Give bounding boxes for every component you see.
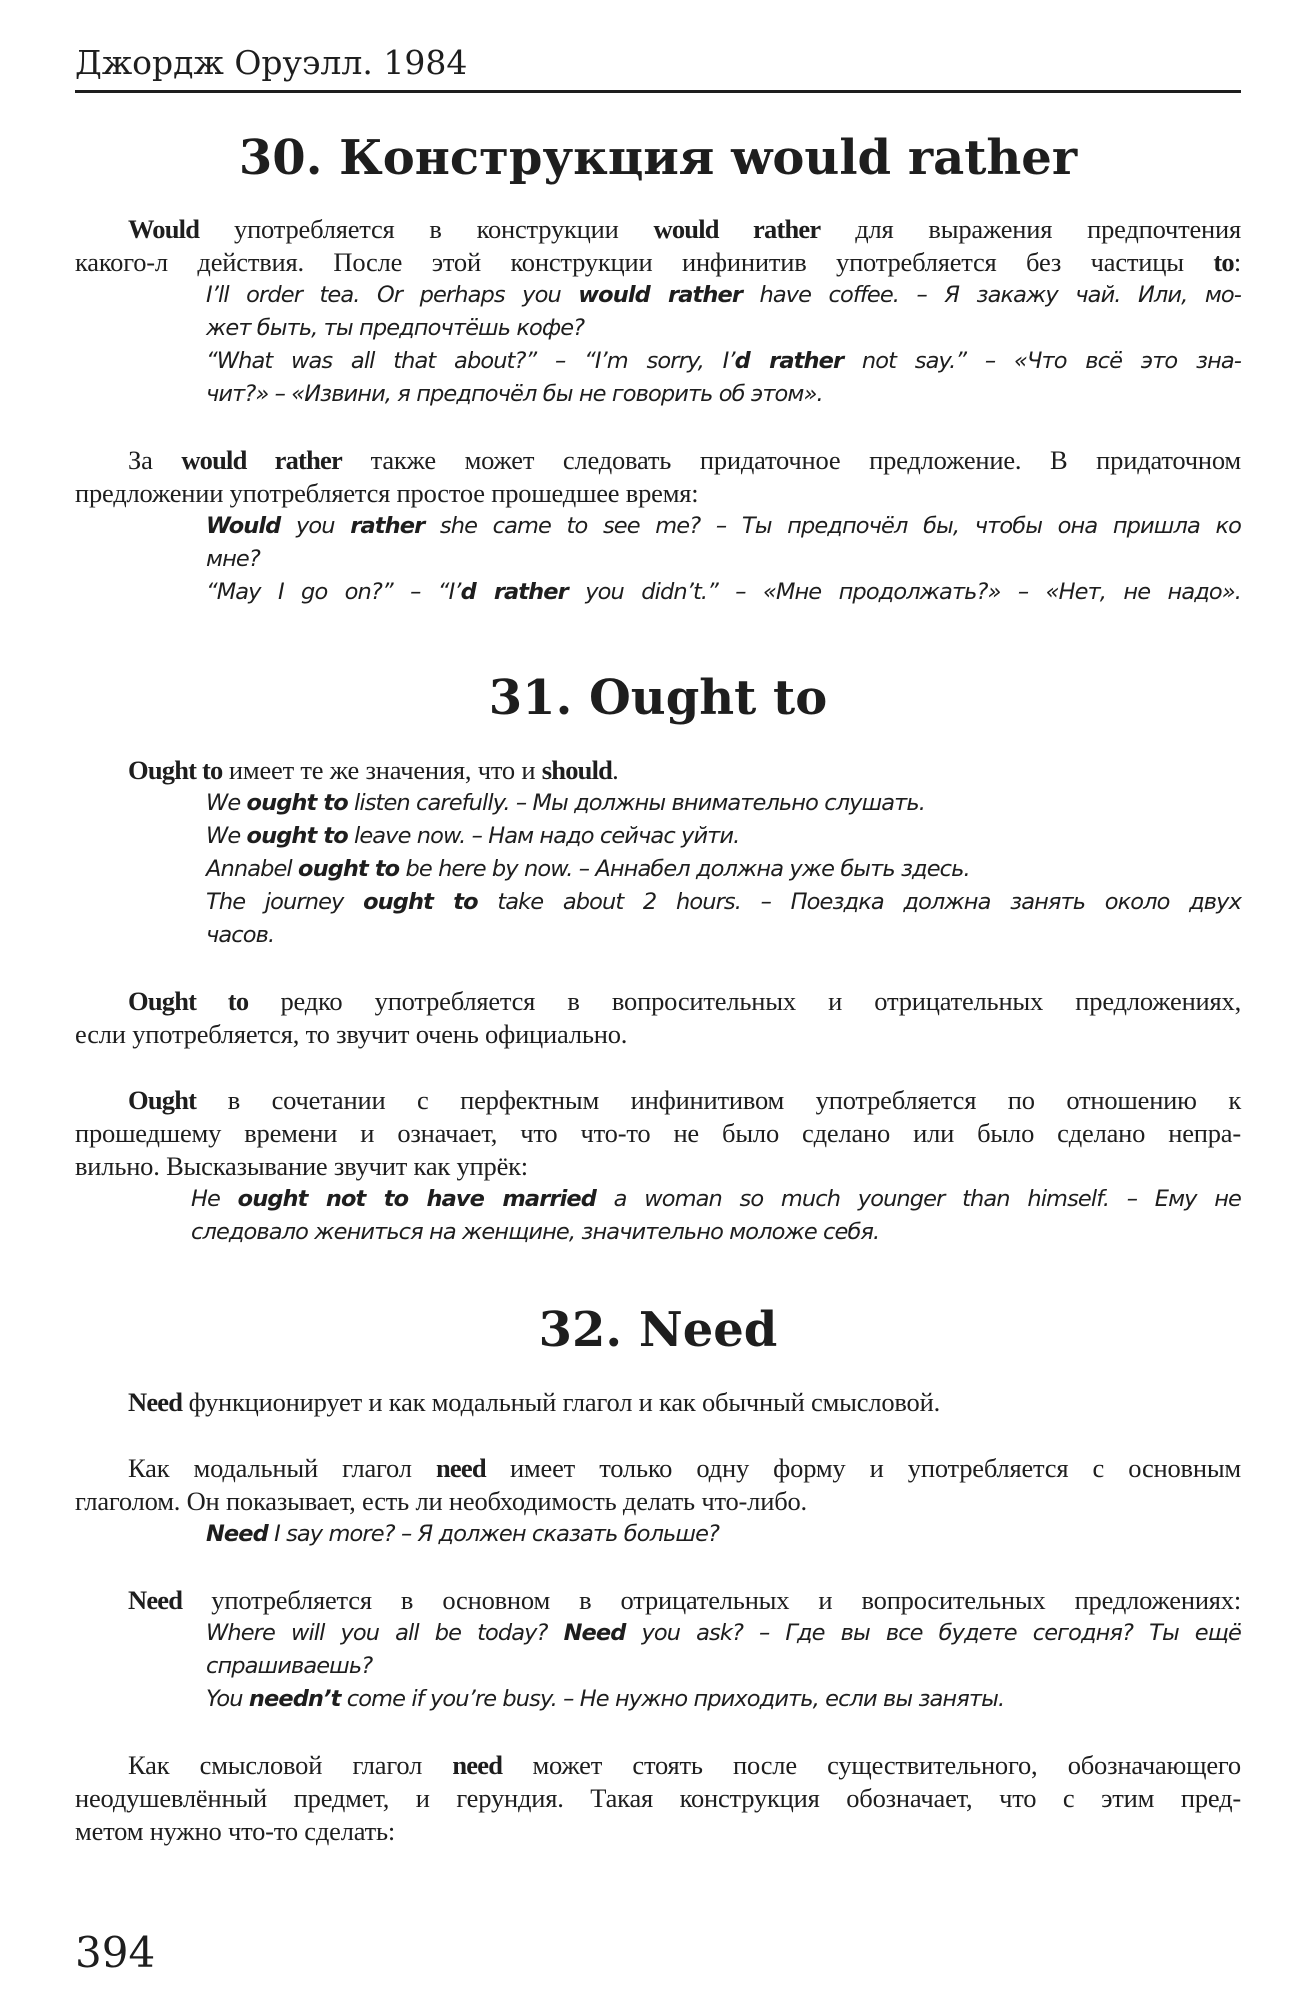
text-line bbox=[75, 1386, 1241, 1419]
text-run: take about 2 hours. – Поездка должна занять около двух bbox=[477, 889, 1241, 915]
text-run: жет быть, ты предпочтёшь кофе? bbox=[206, 315, 585, 341]
paragraph bbox=[75, 754, 1241, 787]
text-line bbox=[75, 985, 1241, 1018]
text-run: I’ll order tea. Or perhaps you bbox=[206, 282, 579, 308]
emphasized-term: need bbox=[452, 1750, 503, 1780]
paragraph bbox=[75, 1452, 1241, 1518]
text-line bbox=[75, 1485, 1241, 1518]
example-line bbox=[206, 510, 1241, 543]
paragraph bbox=[75, 1749, 1241, 1848]
text-line bbox=[75, 1782, 1241, 1815]
paragraph-gap bbox=[75, 952, 1241, 985]
text-run: редко употребляется в вопросительных и отрицательных предложениях, bbox=[248, 986, 1241, 1016]
example-line bbox=[206, 820, 1241, 853]
example-line bbox=[206, 279, 1241, 312]
text-line bbox=[75, 477, 1241, 510]
text-run: За bbox=[128, 445, 182, 475]
text-run: мне? bbox=[206, 546, 260, 572]
emphasized-term: needn’t bbox=[248, 1686, 341, 1712]
example-line bbox=[206, 787, 1241, 820]
text-run: I say more? – Я должен сказать больше? bbox=[267, 1521, 720, 1547]
text-run: Как модальный глагол bbox=[128, 1453, 436, 1483]
text-line bbox=[75, 1452, 1241, 1485]
running-header: Джордж Оруэлл. 1984 bbox=[75, 40, 1241, 93]
emphasized-term: Would bbox=[128, 214, 200, 244]
emphasized-term: Need bbox=[128, 1585, 183, 1615]
emphasized-term: Ought to bbox=[128, 986, 249, 1016]
emphasized-term: should bbox=[541, 755, 613, 785]
text-line bbox=[75, 1018, 1241, 1051]
text-run: какого-л действия. После этой конструкции инфинитив употребляется без частицы bbox=[75, 247, 1214, 277]
paragraph-gap bbox=[75, 1051, 1241, 1084]
text-run: функционирует и как модальный глагол и как обычный смысловой. bbox=[182, 1387, 940, 1417]
section-body bbox=[75, 754, 1241, 1249]
emphasized-term: to bbox=[1213, 247, 1234, 277]
text-line bbox=[75, 1584, 1241, 1617]
text-run: употребляется в конструкции bbox=[199, 214, 654, 244]
text-run: может стоять после существительного, обозначающего bbox=[502, 1750, 1241, 1780]
example-line bbox=[206, 378, 1241, 411]
emphasized-term: ought not to have married bbox=[237, 1186, 596, 1212]
emphasized-term: ought to bbox=[246, 790, 348, 816]
text-run: Как смысловой глагол bbox=[128, 1750, 453, 1780]
example-line bbox=[206, 312, 1241, 345]
text-run: неодушевлённый предмет, и герундия. Такая конструкция обозначает, что с этим пред- bbox=[75, 1783, 1241, 1813]
paragraph bbox=[75, 213, 1241, 279]
example-line bbox=[206, 543, 1241, 576]
example-line bbox=[206, 345, 1241, 378]
emphasized-term: ought to bbox=[363, 889, 478, 915]
text-run: спрашиваешь? bbox=[206, 1653, 373, 1679]
text-line bbox=[75, 754, 1241, 787]
section-body bbox=[75, 1386, 1241, 1848]
text-run: you ask? – Где вы все будете сегодня? Ты ещё bbox=[625, 1620, 1241, 1646]
text-run: Annabel bbox=[206, 856, 299, 882]
example-line bbox=[206, 1650, 1241, 1683]
example-line bbox=[206, 886, 1241, 919]
example-block bbox=[75, 510, 1241, 609]
text-line bbox=[75, 246, 1241, 279]
text-run: listen carefully. – Мы должны внимательно слушать. bbox=[347, 790, 925, 816]
text-run: также может следовать придаточное предложение. В придаточном bbox=[341, 445, 1241, 475]
text-run: чит?» – «Извини, я предпочёл бы не говорить об этом». bbox=[206, 381, 823, 407]
example-line bbox=[206, 1683, 1241, 1716]
text-line bbox=[75, 1084, 1241, 1117]
text-run: в сочетании с перфектным инфинитивом употребляется по отношению к bbox=[196, 1085, 1241, 1115]
text-run: если употребляется, то звучит очень официально. bbox=[75, 1019, 628, 1049]
text-run: . bbox=[612, 755, 619, 785]
example-line bbox=[206, 1617, 1241, 1650]
paragraph-gap bbox=[75, 1419, 1241, 1452]
paragraph bbox=[75, 1584, 1241, 1617]
emphasized-term: Need bbox=[128, 1387, 183, 1417]
emphasized-term: ought to bbox=[298, 856, 400, 882]
emphasized-term: Ought to bbox=[128, 755, 223, 785]
emphasized-term: Need bbox=[206, 1521, 268, 1547]
emphasized-term: d rather bbox=[734, 348, 844, 374]
text-run: употребляется в основном в отрицательных и вопросительных предложениях: bbox=[182, 1585, 1241, 1615]
emphasized-term: Would bbox=[206, 513, 281, 539]
example-block bbox=[75, 1518, 1241, 1551]
text-run: имеет те же значения, что и bbox=[222, 755, 542, 785]
text-run: We bbox=[206, 823, 247, 849]
paragraph-gap bbox=[75, 1716, 1241, 1749]
paragraph bbox=[75, 1084, 1241, 1183]
section-body bbox=[75, 213, 1241, 609]
text-line bbox=[75, 1117, 1241, 1150]
text-run: вильно. Высказывание звучит как упрёк: bbox=[75, 1151, 528, 1181]
example-line bbox=[191, 1216, 1241, 1249]
text-run: be here by now. – Аннабел должна уже быть здесь. bbox=[399, 856, 970, 882]
section-title: 32. Need bbox=[538, 1302, 778, 1358]
text-run: We bbox=[206, 790, 247, 816]
text-line bbox=[75, 1150, 1241, 1183]
text-run: not say.” – «Что всё это зна- bbox=[843, 348, 1242, 374]
emphasized-term: d rather bbox=[460, 579, 568, 605]
example-block bbox=[75, 787, 1241, 952]
text-run: имеет только одну форму и употребляется с основным bbox=[485, 1453, 1241, 1483]
text-run: she came to see me? – Ты предпочёл бы, чтобы она пришла ко bbox=[424, 513, 1241, 539]
text-run: He bbox=[191, 1186, 238, 1212]
example-line bbox=[191, 1183, 1241, 1216]
text-line bbox=[75, 213, 1241, 246]
emphasized-term: need bbox=[435, 1453, 486, 1483]
section-title: 31. Ought to bbox=[488, 670, 828, 726]
text-run: The journey bbox=[206, 889, 364, 915]
emphasized-term: would rather bbox=[653, 214, 821, 244]
emphasized-term: Ought bbox=[128, 1085, 197, 1115]
text-run: для выражения предпочтения bbox=[820, 214, 1242, 244]
text-run: метом нужно что-то сделать: bbox=[75, 1816, 396, 1846]
text-run: come if you’re busy. – Не нужно приходить, если вы заняты. bbox=[340, 1686, 1005, 1712]
text-line bbox=[75, 1815, 1241, 1848]
paragraph bbox=[75, 985, 1241, 1051]
text-run: глаголом. Он показывает, есть ли необходимость делать что-либо. bbox=[75, 1486, 807, 1516]
text-run: следовало жениться на женщине, значительно моложе себя. bbox=[191, 1219, 880, 1245]
emphasized-term: Need bbox=[563, 1620, 626, 1646]
paragraph bbox=[75, 1386, 1241, 1419]
text-run: Where will you all be today? bbox=[206, 1620, 564, 1646]
emphasized-term: ought to bbox=[246, 823, 348, 849]
paragraph bbox=[75, 444, 1241, 510]
text-run: “May I go on?” – “I’ bbox=[206, 579, 461, 605]
page-number: 394 bbox=[75, 1928, 156, 1977]
example-line bbox=[206, 1518, 1241, 1551]
example-line bbox=[206, 919, 1241, 952]
text-run: часов. bbox=[206, 922, 275, 948]
text-run: leave now. – Нам надо сейчас уйти. bbox=[347, 823, 740, 849]
text-line bbox=[75, 444, 1241, 477]
text-run: “What was all that about?” – “I’m sorry, I’ bbox=[206, 348, 735, 374]
text-run: a woman so much younger than himself. – Ему не bbox=[596, 1186, 1241, 1212]
text-run: предложении употребляется простое прошедшее время: bbox=[75, 478, 699, 508]
example-line bbox=[206, 853, 1241, 886]
emphasized-term: would rather bbox=[578, 282, 743, 308]
text-run: have coffee. – Я закажу чай. Или, мо- bbox=[742, 282, 1242, 308]
example-line bbox=[206, 576, 1241, 609]
text-run: : bbox=[1233, 247, 1241, 277]
emphasized-term: rather bbox=[350, 513, 425, 539]
paragraph-gap bbox=[75, 411, 1241, 444]
example-block bbox=[75, 279, 1241, 411]
text-run: you didn’t.” – «Мне продолжать?» – «Нет, не надо». bbox=[567, 579, 1242, 605]
section-title: 30. Конструкция would rather bbox=[238, 130, 1078, 186]
paragraph-gap bbox=[75, 1551, 1241, 1584]
emphasized-term: would rather bbox=[181, 445, 342, 475]
example-block bbox=[75, 1183, 1241, 1249]
text-run: прошедшему времени и означает, что что-то не было сделано или было сделано непра- bbox=[75, 1118, 1241, 1148]
text-run: You bbox=[206, 1686, 249, 1712]
text-run: you bbox=[280, 513, 351, 539]
text-line bbox=[75, 1749, 1241, 1782]
example-block bbox=[75, 1617, 1241, 1716]
